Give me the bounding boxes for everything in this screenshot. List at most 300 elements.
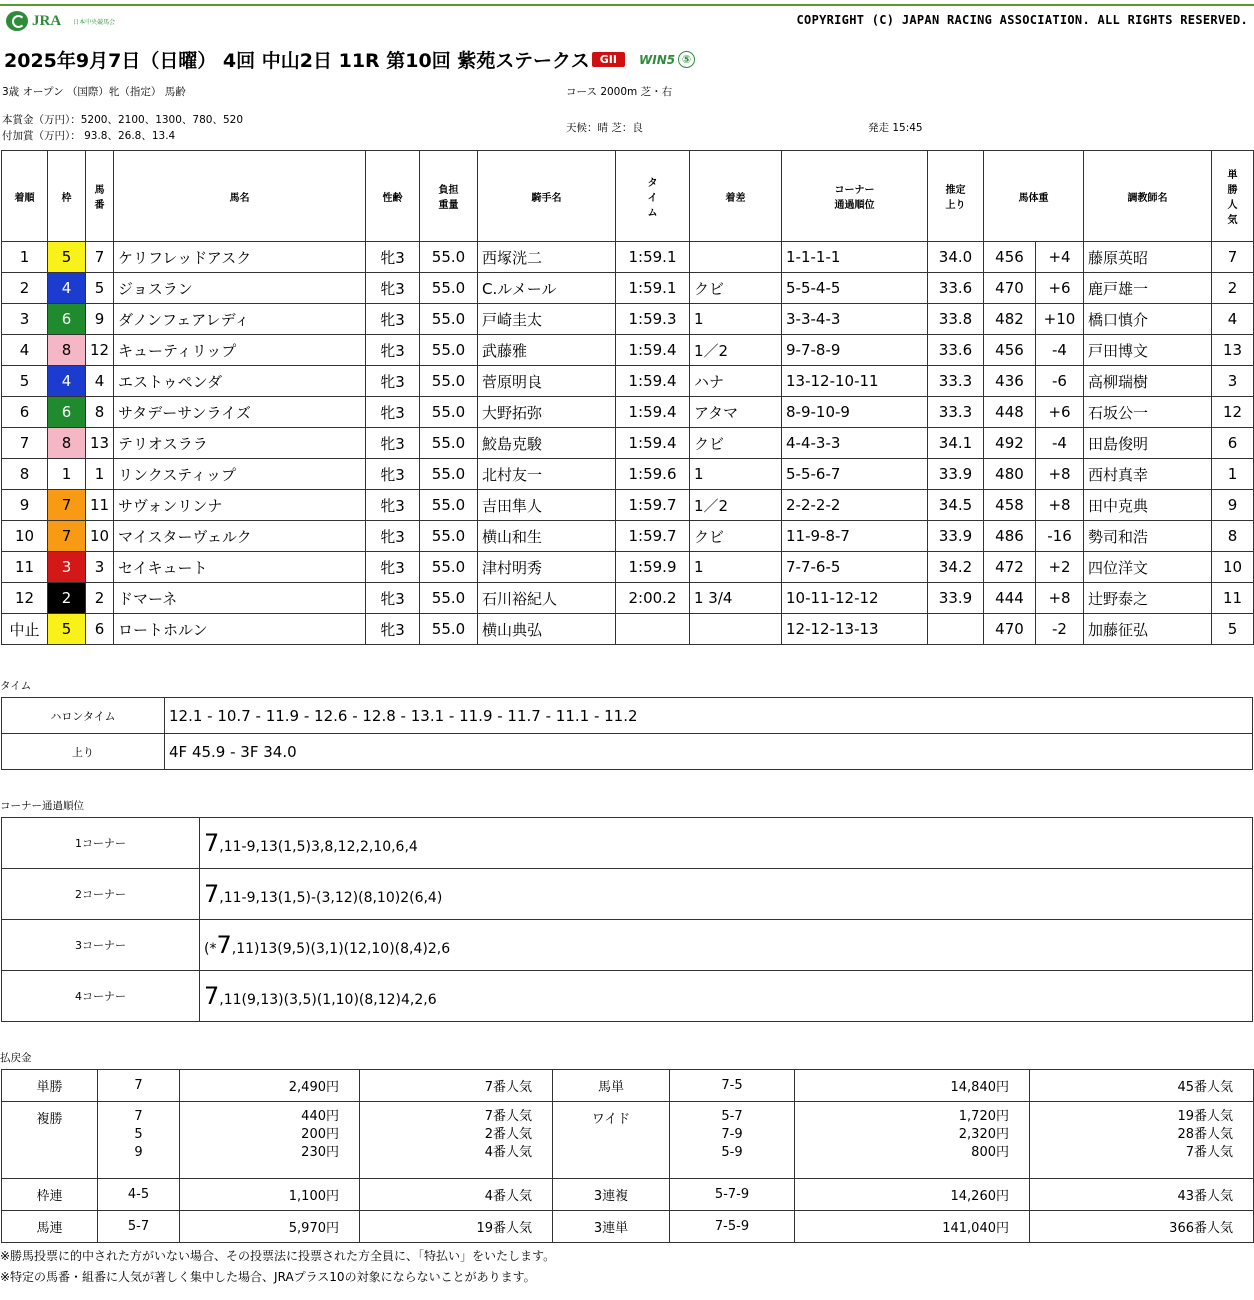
win-popularity: 2 xyxy=(1212,273,1254,304)
pay-amount-line: 800円 xyxy=(971,1145,1009,1160)
carried-weight: 55.0 xyxy=(420,335,478,366)
header-time-text: タ イ ム xyxy=(647,177,658,219)
horse-name[interactable]: ダノンフェアレディ xyxy=(114,304,366,335)
body-weight: 456 xyxy=(984,335,1036,366)
margin: 1／2 xyxy=(690,335,782,366)
pay-amount: 1,100円 xyxy=(180,1179,360,1211)
waku-cell: 4 xyxy=(48,366,86,397)
results-header-row xyxy=(2,151,1254,242)
result-row xyxy=(2,335,1254,366)
weight-change: -6 xyxy=(1036,366,1084,397)
body-weight: 448 xyxy=(984,397,1036,428)
pay-type: ワイド xyxy=(553,1102,670,1179)
body-weight: 492 xyxy=(984,428,1036,459)
header-corner xyxy=(782,151,928,242)
weight-change: +8 xyxy=(1036,459,1084,490)
trainer-name[interactable]: 橋口慎介 xyxy=(1084,304,1212,335)
pay-num-line: 5-7 xyxy=(721,1109,743,1124)
carried-weight: 55.0 xyxy=(420,521,478,552)
weather: 天候：晴 芝：良 xyxy=(566,122,643,134)
waku-cell: 7 xyxy=(48,490,86,521)
finish-time: 1:59.4 xyxy=(616,366,690,397)
corner-order-text: (* xyxy=(204,941,217,957)
horse-name[interactable]: サタデーサンライズ xyxy=(114,397,366,428)
corner-order-text: ,11-9,13(1,5)3,8,12,2,10,6,4 xyxy=(219,839,418,855)
result-row xyxy=(2,273,1254,304)
pay-pop-line: 28番人気 xyxy=(1177,1127,1233,1142)
margin: クビ xyxy=(690,428,782,459)
finish-time: 1:59.3 xyxy=(616,304,690,335)
corner-leader: 7 xyxy=(204,982,220,1010)
weight-change: +8 xyxy=(1036,490,1084,521)
margin: ハナ xyxy=(690,366,782,397)
body-weight: 470 xyxy=(984,273,1036,304)
corner-positions: 5-5-4-5 xyxy=(782,273,928,304)
jockey-name[interactable]: C.ルメール xyxy=(478,273,616,304)
corner-leader: 7 xyxy=(204,829,220,857)
pay-type: 馬単 xyxy=(553,1070,670,1102)
pay-pop: 4番人気 xyxy=(360,1179,553,1211)
win-popularity: 7 xyxy=(1212,242,1254,273)
rank-cell: 11 xyxy=(2,552,48,583)
logo-subtext: 日本中央競馬会 xyxy=(73,18,116,26)
pay-amount xyxy=(180,1102,360,1179)
rank-cell: 4 xyxy=(2,335,48,366)
last-3f: 33.6 xyxy=(928,335,984,366)
finish-time xyxy=(616,614,690,645)
sex-age: 牝3 xyxy=(366,304,420,335)
result-row xyxy=(2,552,1254,583)
pay-num: 7-5-9 xyxy=(670,1211,795,1243)
corner-row xyxy=(2,971,1253,1022)
pay-num-line: 5-9 xyxy=(721,1145,743,1160)
pay-amount-line: 230円 xyxy=(301,1145,339,1160)
sex-age: 牝3 xyxy=(366,614,420,645)
header-weight-text: 負担 重量 xyxy=(438,185,459,211)
corner-label: 1コーナー xyxy=(2,818,200,869)
race-title: 2025年9月7日（日曜） 4回 中山2日 11R 第10回 紫苑ステークス xyxy=(4,50,590,72)
waku-cell: 2 xyxy=(48,583,86,614)
body-weight: 436 xyxy=(984,366,1036,397)
jra-logo-icon xyxy=(6,11,28,31)
carried-weight: 55.0 xyxy=(420,242,478,273)
corner-positions: 4-4-3-3 xyxy=(782,428,928,459)
corner-positions: 8-9-10-9 xyxy=(782,397,928,428)
header-jockey: 騎手名 xyxy=(478,151,616,242)
rank-cell: 7 xyxy=(2,428,48,459)
halon-row xyxy=(2,698,1253,734)
carried-weight: 55.0 xyxy=(420,490,478,521)
copyright: COPYRIGHT (C) JAPAN RACING ASSOCIATION. ALL RIGHTS RESERVED. xyxy=(796,13,1248,27)
weight-change: +2 xyxy=(1036,552,1084,583)
last-3f: 34.1 xyxy=(928,428,984,459)
horse-number: 2 xyxy=(86,583,114,614)
horse-name[interactable]: サヴォンリンナ xyxy=(114,490,366,521)
carried-weight: 55.0 xyxy=(420,366,478,397)
race-conditions: 3歳 オープン （国際）牝（指定） 馬齢 xyxy=(2,86,186,98)
jockey-name[interactable]: 菅原明良 xyxy=(478,366,616,397)
trainer-name[interactable]: 田島俊明 xyxy=(1084,428,1212,459)
rank-cell: 3 xyxy=(2,304,48,335)
win-popularity: 8 xyxy=(1212,521,1254,552)
waku-cell: 6 xyxy=(48,304,86,335)
pay-amount-line: 200円 xyxy=(301,1127,339,1142)
pay-pop-line: 2番人気 xyxy=(484,1127,532,1142)
win-popularity: 13 xyxy=(1212,335,1254,366)
horse-number: 6 xyxy=(86,614,114,645)
trainer-name[interactable]: 加藤征弘 xyxy=(1084,614,1212,645)
header-rule xyxy=(0,4,1254,6)
last-3f: 33.3 xyxy=(928,397,984,428)
carried-weight: 55.0 xyxy=(420,583,478,614)
finish-time: 1:59.1 xyxy=(616,242,690,273)
jockey-name[interactable]: 西塚洸二 xyxy=(478,242,616,273)
horse-number: 7 xyxy=(86,242,114,273)
sex-age: 牝3 xyxy=(366,552,420,583)
win-popularity: 10 xyxy=(1212,552,1254,583)
corner-table xyxy=(1,817,1253,1022)
jockey-name[interactable]: 横山和生 xyxy=(478,521,616,552)
corner-row xyxy=(2,869,1253,920)
corner-order xyxy=(200,869,1253,920)
header-corner-text: コーナー 通過順位 xyxy=(834,185,875,211)
waku-cell: 8 xyxy=(48,335,86,366)
header-body-weight: 馬体重 xyxy=(984,151,1084,242)
pay-type: 複勝 xyxy=(2,1102,98,1179)
result-row xyxy=(2,428,1254,459)
jockey-name[interactable]: 津村明秀 xyxy=(478,552,616,583)
trainer-name[interactable]: 石坂公一 xyxy=(1084,397,1212,428)
agari-row xyxy=(2,734,1253,770)
rank-cell: 2 xyxy=(2,273,48,304)
payout-row-tansho xyxy=(2,1070,1254,1102)
pay-amount-line: 1,720円 xyxy=(958,1109,1009,1124)
corner-order-text: ,11-9,13(1,5)-(3,12)(8,10)2(6,4) xyxy=(219,890,443,906)
rank-cell: 1 xyxy=(2,242,48,273)
horse-name[interactable]: キューティリップ xyxy=(114,335,366,366)
sex-age: 牝3 xyxy=(366,521,420,552)
horse-number: 8 xyxy=(86,397,114,428)
last-3f: 33.9 xyxy=(928,521,984,552)
corner-positions: 13-12-10-11 xyxy=(782,366,928,397)
waku-cell: 5 xyxy=(48,242,86,273)
horse-name[interactable]: ドマーネ xyxy=(114,583,366,614)
waku-cell: 7 xyxy=(48,521,86,552)
pay-num-line: 7-9 xyxy=(721,1127,743,1142)
pay-num xyxy=(98,1102,180,1179)
margin: アタマ xyxy=(690,397,782,428)
agari-label: 上り xyxy=(2,734,165,770)
jra-logo[interactable] xyxy=(6,9,115,33)
horse-name[interactable]: ジョスラン xyxy=(114,273,366,304)
added-prize: 付加賞（万円）： 93.8、26.8、13.4 xyxy=(2,130,176,142)
halon-label: ハロンタイム xyxy=(2,698,165,734)
trainer-name[interactable]: 西村真幸 xyxy=(1084,459,1212,490)
pay-amount: 14,840円 xyxy=(795,1070,1030,1102)
race-course: コース 2000m 芝・右 xyxy=(566,86,673,98)
pay-amount: 14,260円 xyxy=(795,1179,1030,1211)
carried-weight: 55.0 xyxy=(420,273,478,304)
corner-positions: 10-11-12-12 xyxy=(782,583,928,614)
pay-num: 5-7-9 xyxy=(670,1179,795,1211)
pay-num-line: 9 xyxy=(134,1145,143,1160)
win-popularity: 12 xyxy=(1212,397,1254,428)
body-weight: 486 xyxy=(984,521,1036,552)
body-weight: 444 xyxy=(984,583,1036,614)
corner-positions: 1-1-1-1 xyxy=(782,242,928,273)
header-sexage: 性齢 xyxy=(366,151,420,242)
rank-cell: 9 xyxy=(2,490,48,521)
corner-section-label: コーナー通過順位 xyxy=(0,800,84,812)
sex-age: 牝3 xyxy=(366,242,420,273)
trainer-name[interactable]: 田中克典 xyxy=(1084,490,1212,521)
sex-age: 牝3 xyxy=(366,273,420,304)
horse-name[interactable]: ロートホルン xyxy=(114,614,366,645)
waku-cell: 1 xyxy=(48,459,86,490)
post-time: 発走 15:45 xyxy=(868,122,923,134)
corner-positions: 12-12-13-13 xyxy=(782,614,928,645)
pay-amount xyxy=(795,1102,1030,1179)
waku-cell: 6 xyxy=(48,397,86,428)
pay-type: 3連複 xyxy=(553,1179,670,1211)
carried-weight: 55.0 xyxy=(420,397,478,428)
carried-weight: 55.0 xyxy=(420,304,478,335)
corner-order-text: ,11(9,13)(3,5)(1,10)(8,12)4,2,6 xyxy=(219,992,437,1008)
trainer-name[interactable]: 辻野泰之 xyxy=(1084,583,1212,614)
header-pop-text: 単 勝 人 気 xyxy=(1227,170,1238,226)
pay-num-line: 5 xyxy=(134,1127,143,1142)
finish-time: 1:59.1 xyxy=(616,273,690,304)
pay-pop xyxy=(360,1102,553,1179)
margin: 1 xyxy=(690,459,782,490)
waku-cell: 8 xyxy=(48,428,86,459)
payout-table xyxy=(1,1069,1254,1243)
pay-pop-line: 7番人気 xyxy=(1185,1145,1233,1160)
corner-positions: 7-7-6-5 xyxy=(782,552,928,583)
last-3f: 33.6 xyxy=(928,273,984,304)
win-popularity: 6 xyxy=(1212,428,1254,459)
margin: 1／2 xyxy=(690,490,782,521)
weight-change: +6 xyxy=(1036,397,1084,428)
pay-type: 単勝 xyxy=(2,1070,98,1102)
result-row xyxy=(2,242,1254,273)
trainer-name[interactable]: 四位洋文 xyxy=(1084,552,1212,583)
corner-order xyxy=(200,818,1253,869)
corner-positions: 11-9-8-7 xyxy=(782,521,928,552)
pay-pop-line: 7番人気 xyxy=(484,1109,532,1124)
waku-cell: 3 xyxy=(48,552,86,583)
margin: 1 3/4 xyxy=(690,583,782,614)
win5-number: ⑤ xyxy=(678,51,695,68)
pay-pop: 45番人気 xyxy=(1030,1070,1254,1102)
corner-order xyxy=(200,971,1253,1022)
horse-name[interactable]: テリオスララ xyxy=(114,428,366,459)
rank-cell: 8 xyxy=(2,459,48,490)
result-row xyxy=(2,304,1254,335)
margin: 1 xyxy=(690,304,782,335)
pay-num: 7 xyxy=(98,1070,180,1102)
sex-age: 牝3 xyxy=(366,428,420,459)
rank-cell: 5 xyxy=(2,366,48,397)
corner-row xyxy=(2,818,1253,869)
weight-change: -16 xyxy=(1036,521,1084,552)
pay-num: 7-5 xyxy=(670,1070,795,1102)
pay-pop: 43番人気 xyxy=(1030,1179,1254,1211)
payout-row-wakuren xyxy=(2,1179,1254,1211)
body-weight: 482 xyxy=(984,304,1036,335)
horse-number: 1 xyxy=(86,459,114,490)
jockey-name[interactable]: 吉田隼人 xyxy=(478,490,616,521)
pay-amount-line: 440円 xyxy=(301,1109,339,1124)
sex-age: 牝3 xyxy=(366,397,420,428)
horse-name[interactable]: エストゥペンダ xyxy=(114,366,366,397)
horse-number: 4 xyxy=(86,366,114,397)
trainer-name[interactable]: 戸田博文 xyxy=(1084,335,1212,366)
pay-num: 5-7 xyxy=(98,1211,180,1243)
win-popularity: 3 xyxy=(1212,366,1254,397)
horse-number: 3 xyxy=(86,552,114,583)
result-row xyxy=(2,366,1254,397)
trainer-name[interactable]: 鹿戸雄一 xyxy=(1084,273,1212,304)
carried-weight: 55.0 xyxy=(420,428,478,459)
header-rank: 着順 xyxy=(2,151,48,242)
weight-change: +8 xyxy=(1036,583,1084,614)
pay-pop xyxy=(1030,1102,1254,1179)
last-3f: 34.5 xyxy=(928,490,984,521)
result-row xyxy=(2,490,1254,521)
horse-name[interactable]: リンクスティップ xyxy=(114,459,366,490)
header-trainer: 調教師名 xyxy=(1084,151,1212,242)
win-popularity: 1 xyxy=(1212,459,1254,490)
header-num-text: 馬 番 xyxy=(94,185,105,211)
jockey-name[interactable]: 大野拓弥 xyxy=(478,397,616,428)
header-margin: 着差 xyxy=(690,151,782,242)
pay-amount-line: 2,320円 xyxy=(958,1127,1009,1142)
jockey-name[interactable]: 北村友一 xyxy=(478,459,616,490)
trainer-name[interactable]: 高柳瑞樹 xyxy=(1084,366,1212,397)
corner-label: 3コーナー xyxy=(2,920,200,971)
pay-pop-line: 19番人気 xyxy=(1177,1109,1233,1124)
rank-cell: 10 xyxy=(2,521,48,552)
header-last3f xyxy=(928,151,984,242)
corner-positions: 2-2-2-2 xyxy=(782,490,928,521)
finish-time: 1:59.4 xyxy=(616,428,690,459)
halon-table xyxy=(1,697,1253,770)
horse-name[interactable]: セイキュート xyxy=(114,552,366,583)
pay-num-line: 7 xyxy=(134,1109,143,1124)
halon-times: 12.1 - 10.7 - 11.9 - 12.6 - 12.8 - 13.1 - 11.9 - 11.7 - 11.1 - 11.2 xyxy=(165,698,1253,734)
note-special-payout: ※勝馬投票に的中された方がいない場合、その投票法に投票された方全員に、「特払い」をいたします。 xyxy=(0,1249,556,1263)
body-weight: 456 xyxy=(984,242,1036,273)
sex-age: 牝3 xyxy=(366,335,420,366)
corner-row xyxy=(2,920,1253,971)
weight-change: +10 xyxy=(1036,304,1084,335)
finish-time: 1:59.7 xyxy=(616,490,690,521)
jockey-name[interactable]: 横山典弘 xyxy=(478,614,616,645)
pay-pop: 19番人気 xyxy=(360,1211,553,1243)
horse-name[interactable]: マイスターヴェルク xyxy=(114,521,366,552)
jockey-name[interactable]: 鮫島克駿 xyxy=(478,428,616,459)
win-popularity: 5 xyxy=(1212,614,1254,645)
corner-positions: 5-5-6-7 xyxy=(782,459,928,490)
trainer-name[interactable]: 勢司和浩 xyxy=(1084,521,1212,552)
corner-leader: 7 xyxy=(216,931,232,959)
payout-row-umaren xyxy=(2,1211,1254,1243)
prize-money: 本賞金（万円）：5200、2100、1300、780、520 xyxy=(2,114,243,126)
jockey-name[interactable]: 石川裕紀人 xyxy=(478,583,616,614)
horse-number: 5 xyxy=(86,273,114,304)
grade-badge: GII xyxy=(592,52,625,67)
horse-name[interactable]: ケリフレッドアスク xyxy=(114,242,366,273)
pay-type: 馬連 xyxy=(2,1211,98,1243)
win5-label: WIN5 xyxy=(639,52,676,67)
finish-time: 1:59.4 xyxy=(616,397,690,428)
logo-text: JRA xyxy=(32,12,62,29)
margin xyxy=(690,242,782,273)
rank-cell: 中止 xyxy=(2,614,48,645)
header-name: 馬名 xyxy=(114,151,366,242)
corner-leader: 7 xyxy=(204,880,220,908)
horse-number: 13 xyxy=(86,428,114,459)
jockey-name[interactable]: 武藤雅 xyxy=(478,335,616,366)
jockey-name[interactable]: 戸崎圭太 xyxy=(478,304,616,335)
race-title-row xyxy=(4,46,695,73)
header-weight xyxy=(420,151,478,242)
win5-icon xyxy=(639,51,695,68)
body-weight: 480 xyxy=(984,459,1036,490)
pay-pop: 7番人気 xyxy=(360,1070,553,1102)
pay-amount: 5,970円 xyxy=(180,1211,360,1243)
horse-number: 10 xyxy=(86,521,114,552)
body-weight: 458 xyxy=(984,490,1036,521)
corner-order xyxy=(200,920,1253,971)
pay-amount: 141,040円 xyxy=(795,1211,1030,1243)
last-3f: 33.9 xyxy=(928,459,984,490)
rank-cell: 12 xyxy=(2,583,48,614)
sex-age: 牝3 xyxy=(366,490,420,521)
win-popularity: 9 xyxy=(1212,490,1254,521)
result-row xyxy=(2,583,1254,614)
corner-order-text: ,11)13(9,5)(3,1)(12,10)(8,4)2,6 xyxy=(231,941,451,957)
header-pop xyxy=(1212,151,1254,242)
sex-age: 牝3 xyxy=(366,366,420,397)
pay-num xyxy=(670,1102,795,1179)
pay-num: 4-5 xyxy=(98,1179,180,1211)
rank-cell: 6 xyxy=(2,397,48,428)
finish-time: 1:59.9 xyxy=(616,552,690,583)
pay-type: 枠連 xyxy=(2,1179,98,1211)
weight-change: -4 xyxy=(1036,335,1084,366)
last-3f: 34.2 xyxy=(928,552,984,583)
corner-positions: 3-3-4-3 xyxy=(782,304,928,335)
win-popularity: 4 xyxy=(1212,304,1254,335)
weight-change: -4 xyxy=(1036,428,1084,459)
body-weight: 472 xyxy=(984,552,1036,583)
win-popularity: 11 xyxy=(1212,583,1254,614)
waku-cell: 5 xyxy=(48,614,86,645)
result-row xyxy=(2,521,1254,552)
last-3f xyxy=(928,614,984,645)
sex-age: 牝3 xyxy=(366,459,420,490)
results-table xyxy=(1,150,1254,645)
margin: クビ xyxy=(690,521,782,552)
trainer-name[interactable]: 藤原英昭 xyxy=(1084,242,1212,273)
last-3f: 33.8 xyxy=(928,304,984,335)
finish-time: 1:59.6 xyxy=(616,459,690,490)
corner-label: 2コーナー xyxy=(2,869,200,920)
pay-pop-line: 4番人気 xyxy=(484,1145,532,1160)
result-row xyxy=(2,614,1254,645)
